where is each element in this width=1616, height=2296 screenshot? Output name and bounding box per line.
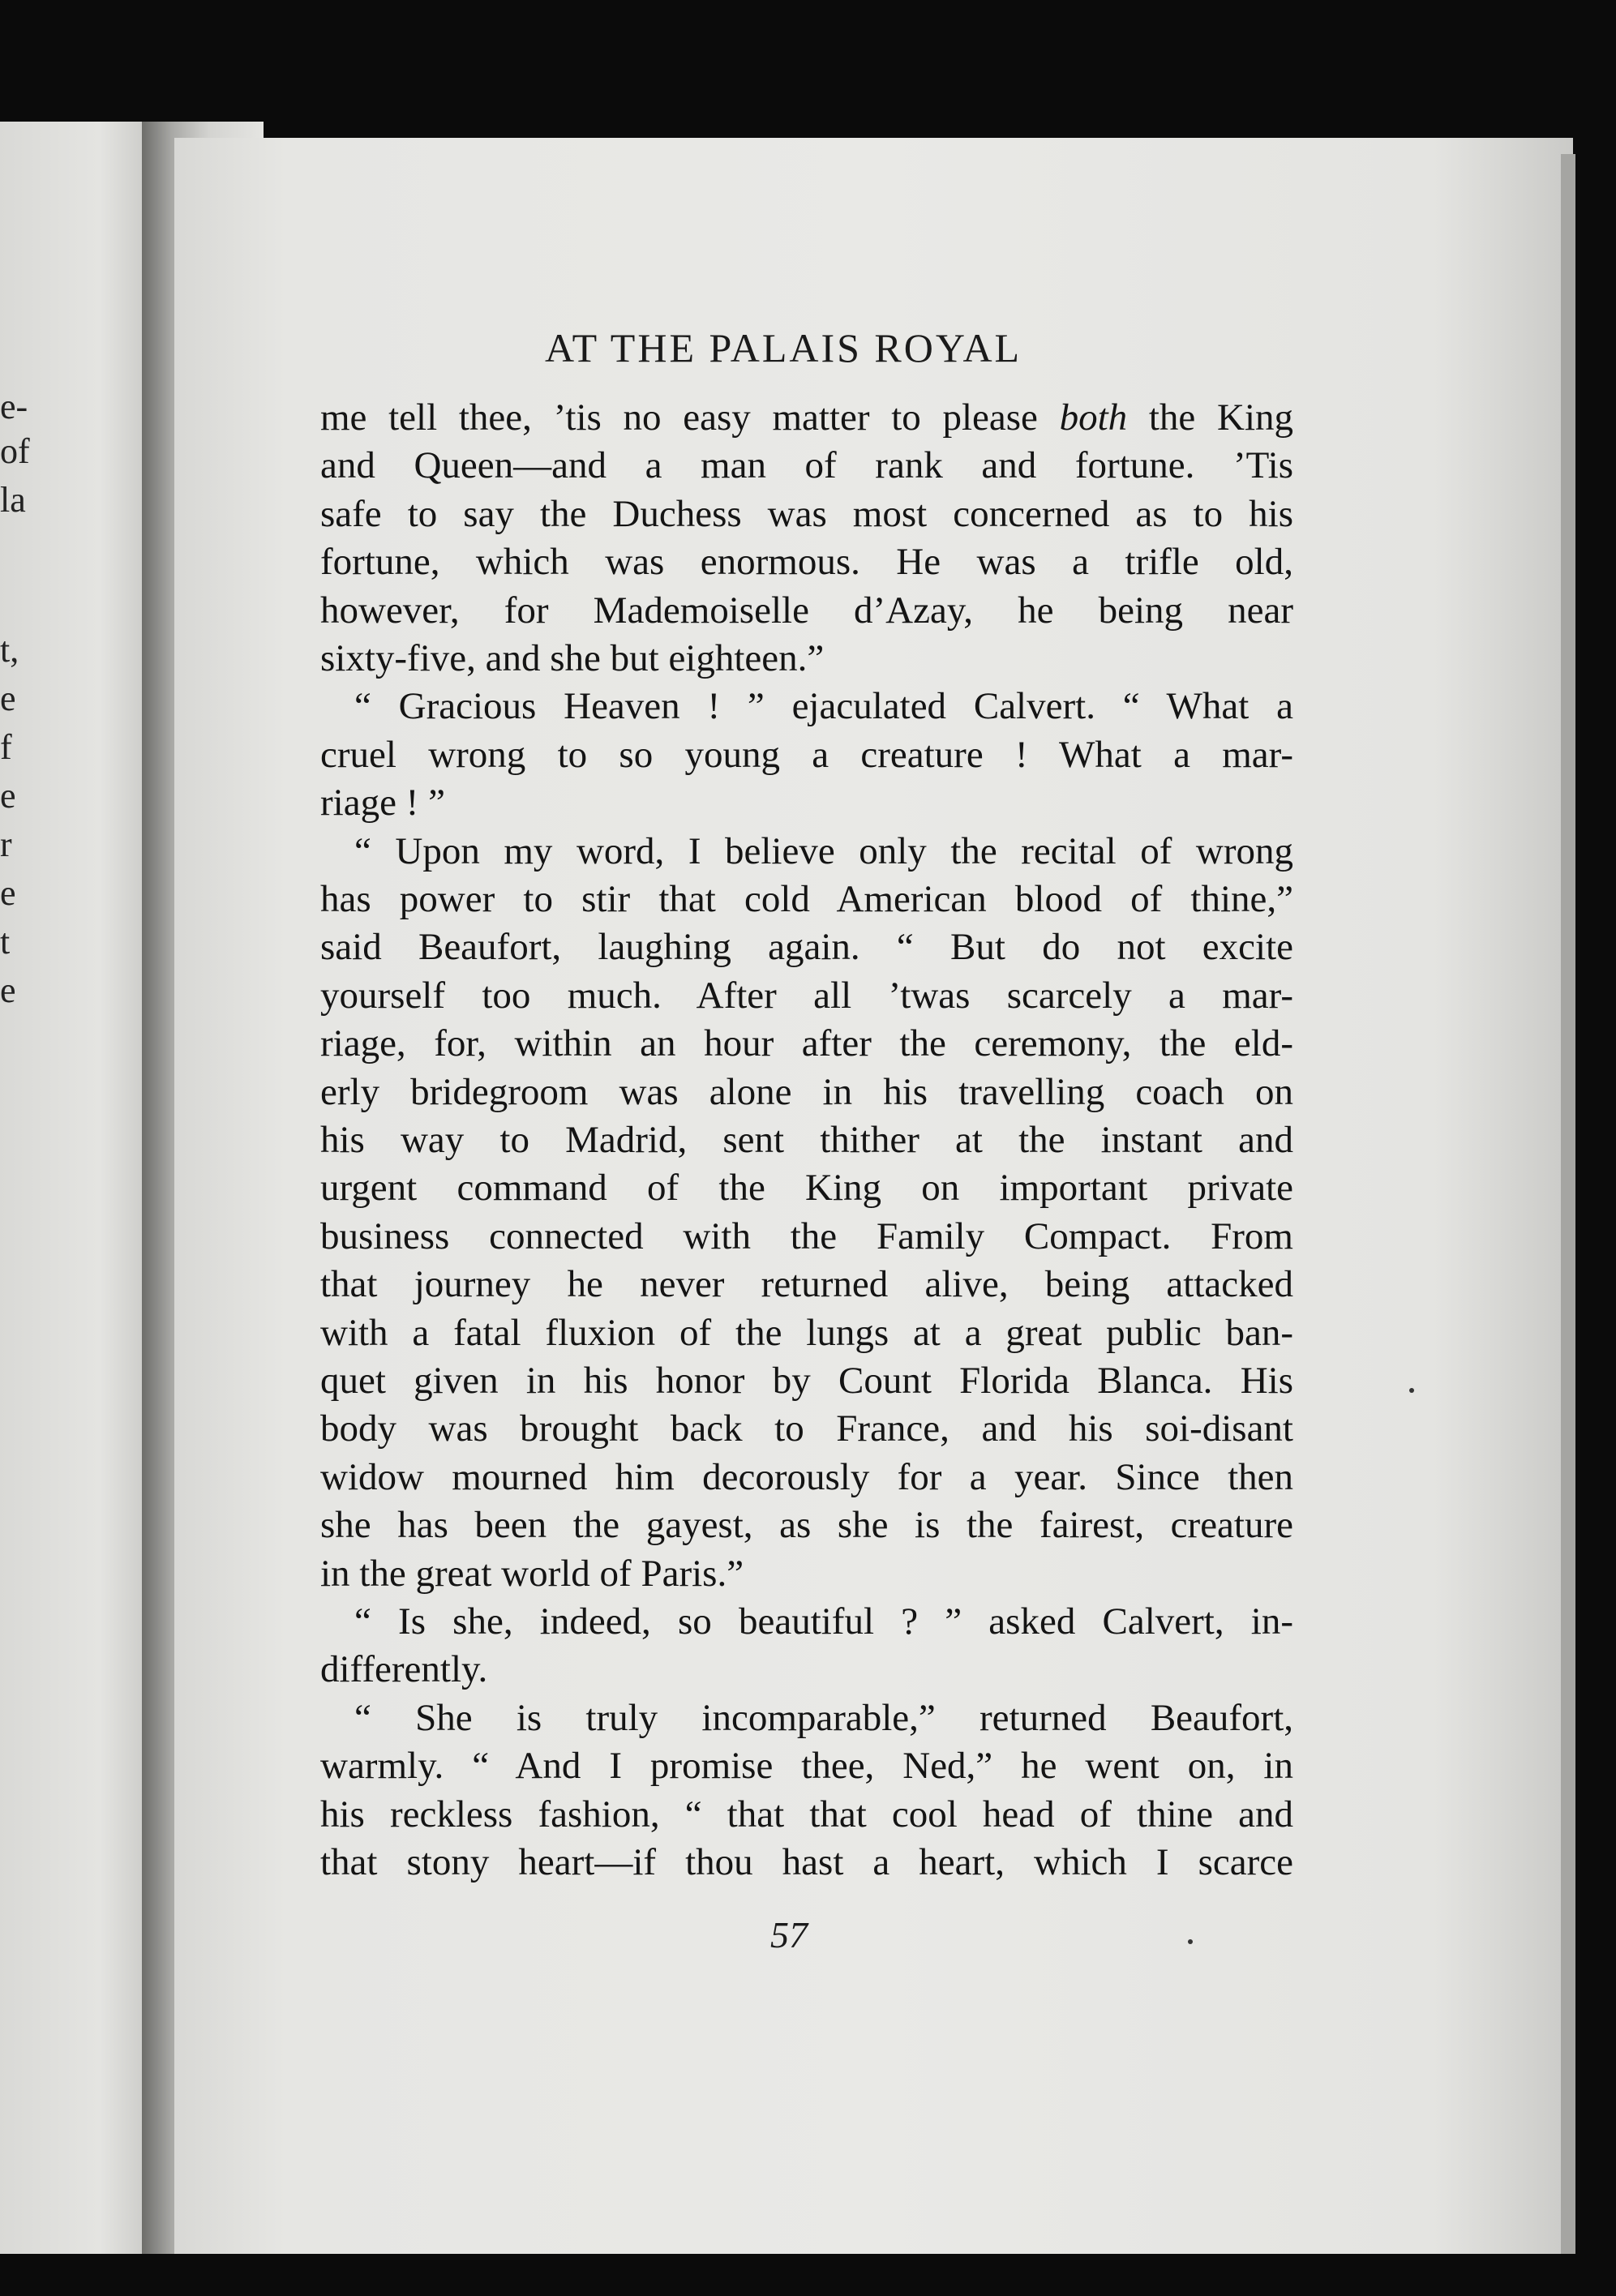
- text-line: “ She is truly incomparable,” returned Beaufort,: [354, 1696, 1293, 1739]
- text-line: sixty-five, and she but eighteen.”: [320, 637, 825, 679]
- text-line: that journey he never returned alive, being attacked: [320, 1263, 1293, 1306]
- left-page-fragment: of: [0, 431, 30, 471]
- text-line: riage ! ”: [320, 782, 445, 825]
- text-run: the King: [1127, 396, 1294, 439]
- left-page-fragment: e: [0, 873, 16, 913]
- text-line: however, for Mademoiselle d’Azay, he being near: [320, 589, 1293, 632]
- page-edge: [1561, 154, 1575, 2254]
- text-line: “ Upon my word, I believe only the recital of wrong: [354, 829, 1293, 872]
- text-line: riage, for, within an hour after the ceremony, the eld-: [320, 1022, 1293, 1065]
- text-line: has power to stir that cold American blood of thine,”: [320, 878, 1293, 920]
- text-line: yourself too much. After all ’twas scarcely a mar-: [320, 974, 1293, 1017]
- text-line: with a fatal fluxion of the lungs at a great public ban-: [320, 1311, 1293, 1354]
- text-line: and Queen—and a man of rank and fortune. ’Tis: [320, 444, 1293, 487]
- text-line: urgent command of the King on important private: [320, 1167, 1293, 1210]
- text-line: in the great world of Paris.”: [320, 1552, 744, 1595]
- left-page-fragment: t: [0, 922, 11, 962]
- left-page-fragment: f: [0, 727, 12, 767]
- ink-speck: [1188, 1939, 1193, 1944]
- text-line: “ Gracious Heaven ! ” ejaculated Calvert. “ What a: [354, 685, 1293, 728]
- text-line: his reckless fashion, “ that that cool head of thine and: [320, 1793, 1293, 1836]
- text-line: quet given in his honor by Count Florida Blanca. His: [320, 1360, 1293, 1402]
- text-run: me tell thee, ’tis no easy matter to please: [320, 396, 1060, 439]
- text-line: “ Is she, indeed, so beautiful ? ” asked Calvert, in-: [354, 1600, 1293, 1643]
- text-line: she has been the gayest, as she is the fairest, creature: [320, 1504, 1293, 1547]
- text-line: fortune, which was enormous. He was a trifle old,: [320, 541, 1293, 584]
- emphasis-run: both: [1059, 396, 1128, 439]
- left-page-fragment: la: [0, 480, 26, 520]
- text-line: that stony heart—if thou hast a heart, which I scarce: [320, 1841, 1293, 1883]
- text-line: cruel wrong to so young a creature ! What a mar-: [320, 733, 1293, 776]
- text-line: safe to say the Duchess was most concerned as to his: [320, 492, 1293, 535]
- text-line: his way to Madrid, sent thither at the instant and: [320, 1119, 1293, 1161]
- text-line: widow mourned him decorously for a year. Since then: [320, 1455, 1293, 1498]
- left-page-fragment: e: [0, 776, 16, 816]
- text-line: erly bridegroom was alone in his travelling coach on: [320, 1070, 1293, 1113]
- running-head: AT THE PALAIS ROYAL: [545, 325, 1022, 371]
- left-page-fragment: t,: [0, 630, 19, 670]
- left-page-fragment: e: [0, 970, 16, 1010]
- text-line: business connected with the Family Compact. From: [320, 1214, 1293, 1257]
- text-line: said Beaufort, laughing again. “ But do not excite: [320, 926, 1293, 969]
- text-line: differently.: [320, 1648, 488, 1691]
- left-page-fragment: r: [0, 825, 12, 864]
- text-line: body was brought back to France, and his soi-disant: [320, 1407, 1293, 1450]
- left-page-fragment: e: [0, 679, 16, 718]
- text-line: [320, 393, 1293, 442]
- ink-speck: [1409, 1388, 1414, 1393]
- text-line: warmly. “ And I promise thee, Ned,” he went on, in: [320, 1745, 1293, 1788]
- page-number: 57: [770, 1914, 808, 1955]
- left-page-fragment: e-: [0, 387, 28, 426]
